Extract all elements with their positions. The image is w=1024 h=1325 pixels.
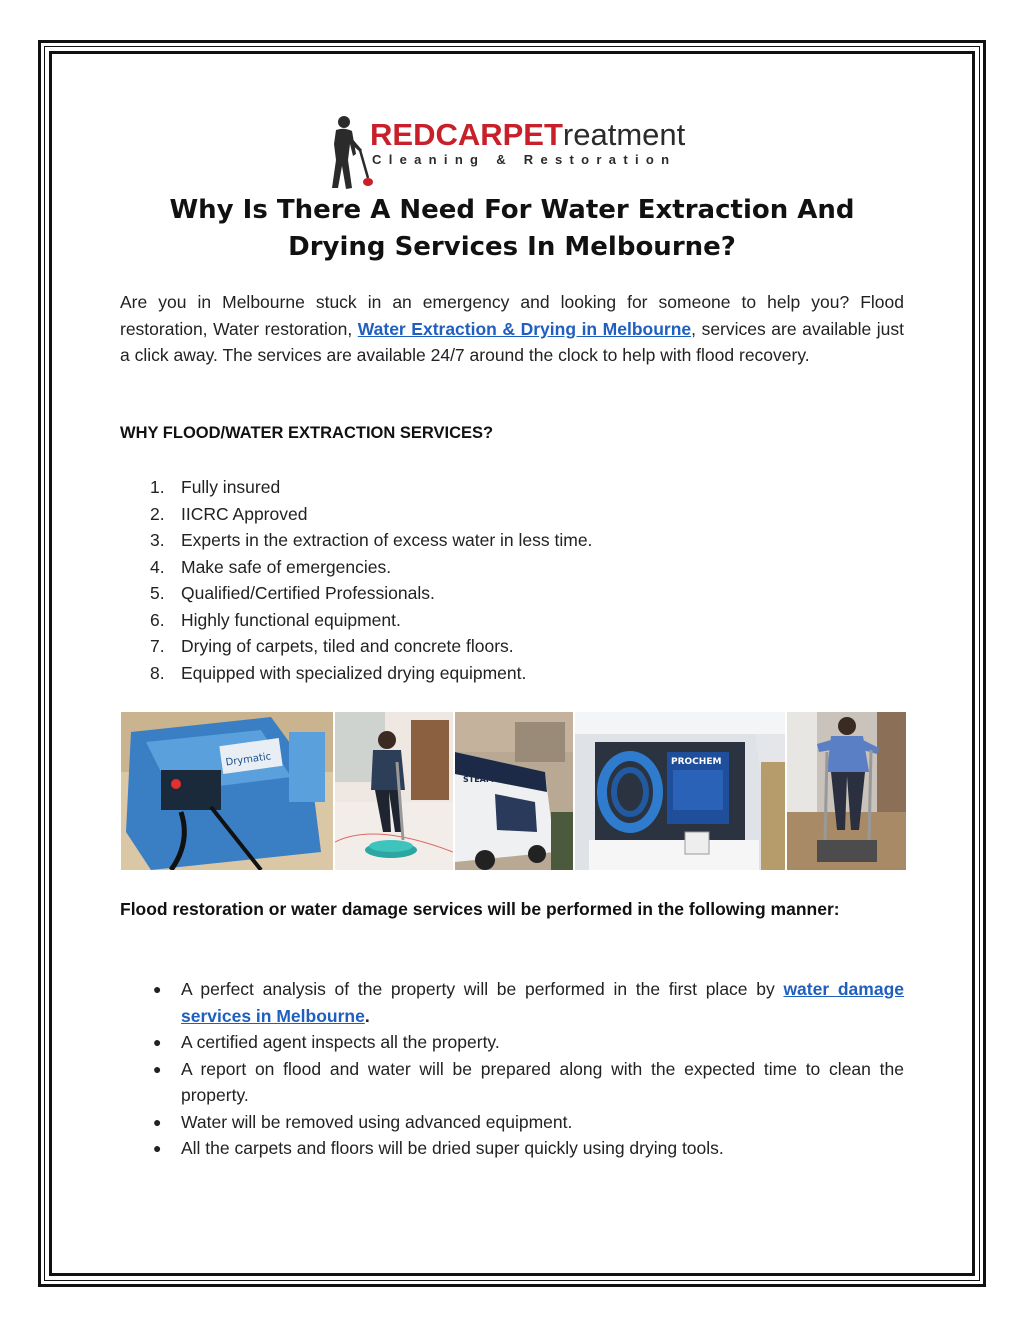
manner-list-item — [120, 1135, 904, 1162]
manner-list-item — [120, 1029, 904, 1056]
prochem-text: PROCHEM — [671, 757, 722, 767]
list-item-text: Water will be removed using advanced equipment. — [181, 1111, 573, 1132]
dryer-brand-text: Drymatic — [224, 751, 272, 769]
list-number: 3. — [150, 530, 165, 550]
list-item-text: A perfect analysis of the property will be performed in the first place by — [181, 979, 784, 999]
why-list — [120, 474, 592, 686]
list-number: 2. — [150, 503, 165, 524]
company-logo — [326, 112, 706, 192]
list-item-text: Highly functional equipment. — [181, 609, 401, 630]
bullet-icon: ● — [153, 1113, 162, 1130]
list-number: 7. — [150, 636, 165, 656]
intro-paragraph: Are you in Melbourne stuck in an emergency and looking for someone to help you? Flood restoration, Water restoration, Water Extraction & Drying in Melbourne, services are available just a click away. The services are available 24/7 around the clock to help with flood recovery. — [120, 292, 904, 366]
photo-strip — [121, 712, 906, 870]
list-item-text: A report on flood and water will be prepared along with the expected time to clean the property. — [181, 1058, 904, 1105]
floor-polisher-photo — [335, 712, 453, 870]
logo-wordmark: REDCARPETreatment — [370, 117, 686, 152]
list-item-text: Qualified/Certified Professionals. — [181, 583, 435, 603]
list-number: 4. — [150, 556, 165, 577]
list-number: 5. — [150, 583, 165, 603]
why-list-item — [120, 580, 592, 607]
list-item-text: Fully insured — [181, 477, 281, 497]
list-item-text-suffix: . — [364, 1005, 370, 1026]
list-item-text: A certified agent inspects all the property. — [181, 1032, 500, 1052]
manner-list-item — [120, 1056, 904, 1109]
bullet-icon: ● — [153, 981, 162, 997]
why-list-item — [120, 501, 592, 528]
list-item-text: Drying of carpets, tiled and concrete floors. — [181, 636, 514, 656]
water-extraction-link[interactable]: Water Extraction & Drying in Melbourne — [357, 318, 692, 339]
why-list-item — [120, 527, 592, 554]
dryer-machine-photo — [121, 712, 333, 870]
why-heading: WHY FLOOD/WATER EXTRACTION SERVICES? — [120, 424, 494, 442]
why-list-item — [120, 474, 592, 501]
steam-cleaning-van-photo — [455, 712, 573, 870]
list-item-text: Experts in the extraction of excess water in less time. — [181, 530, 593, 550]
list-number: 8. — [150, 662, 165, 683]
bullet-icon: ● — [153, 1060, 162, 1077]
prochem-van-photo — [575, 712, 785, 870]
bullet-icon: ● — [153, 1140, 162, 1156]
why-list-item — [120, 633, 592, 660]
why-list-item — [120, 554, 592, 581]
list-item-text: All the carpets and floors will be dried super quickly using drying tools. — [181, 1138, 724, 1158]
manner-list-item — [120, 976, 904, 1029]
water-damage-services-link[interactable]: water damage services in Melbourne — [181, 979, 904, 1026]
list-item-text: Equipped with specialized drying equipment. — [181, 662, 527, 683]
bullet-icon: ● — [153, 1034, 162, 1050]
list-number: 6. — [150, 609, 165, 630]
van-text: STEAM CLEANING — [463, 775, 543, 784]
list-item-text: Make safe of emergencies. — [181, 556, 392, 577]
page-title: Why Is There A Need For Water Extraction And Drying Services In Melbourne? — [169, 195, 855, 262]
manner-heading: Flood restoration or water damage services will be performed in the following manner: — [120, 899, 840, 919]
carpet-cleaner-person-icon — [326, 114, 374, 192]
why-list-item — [120, 660, 592, 687]
list-item-text: IICRC Approved — [181, 503, 308, 524]
list-number: 1. — [150, 477, 165, 497]
logo-tagline: Cleaning & Restoration — [372, 152, 677, 167]
manner-list — [120, 976, 904, 1162]
technician-scrubber-photo — [787, 712, 906, 870]
manner-list-item — [120, 1109, 904, 1136]
why-list-item — [120, 607, 592, 634]
